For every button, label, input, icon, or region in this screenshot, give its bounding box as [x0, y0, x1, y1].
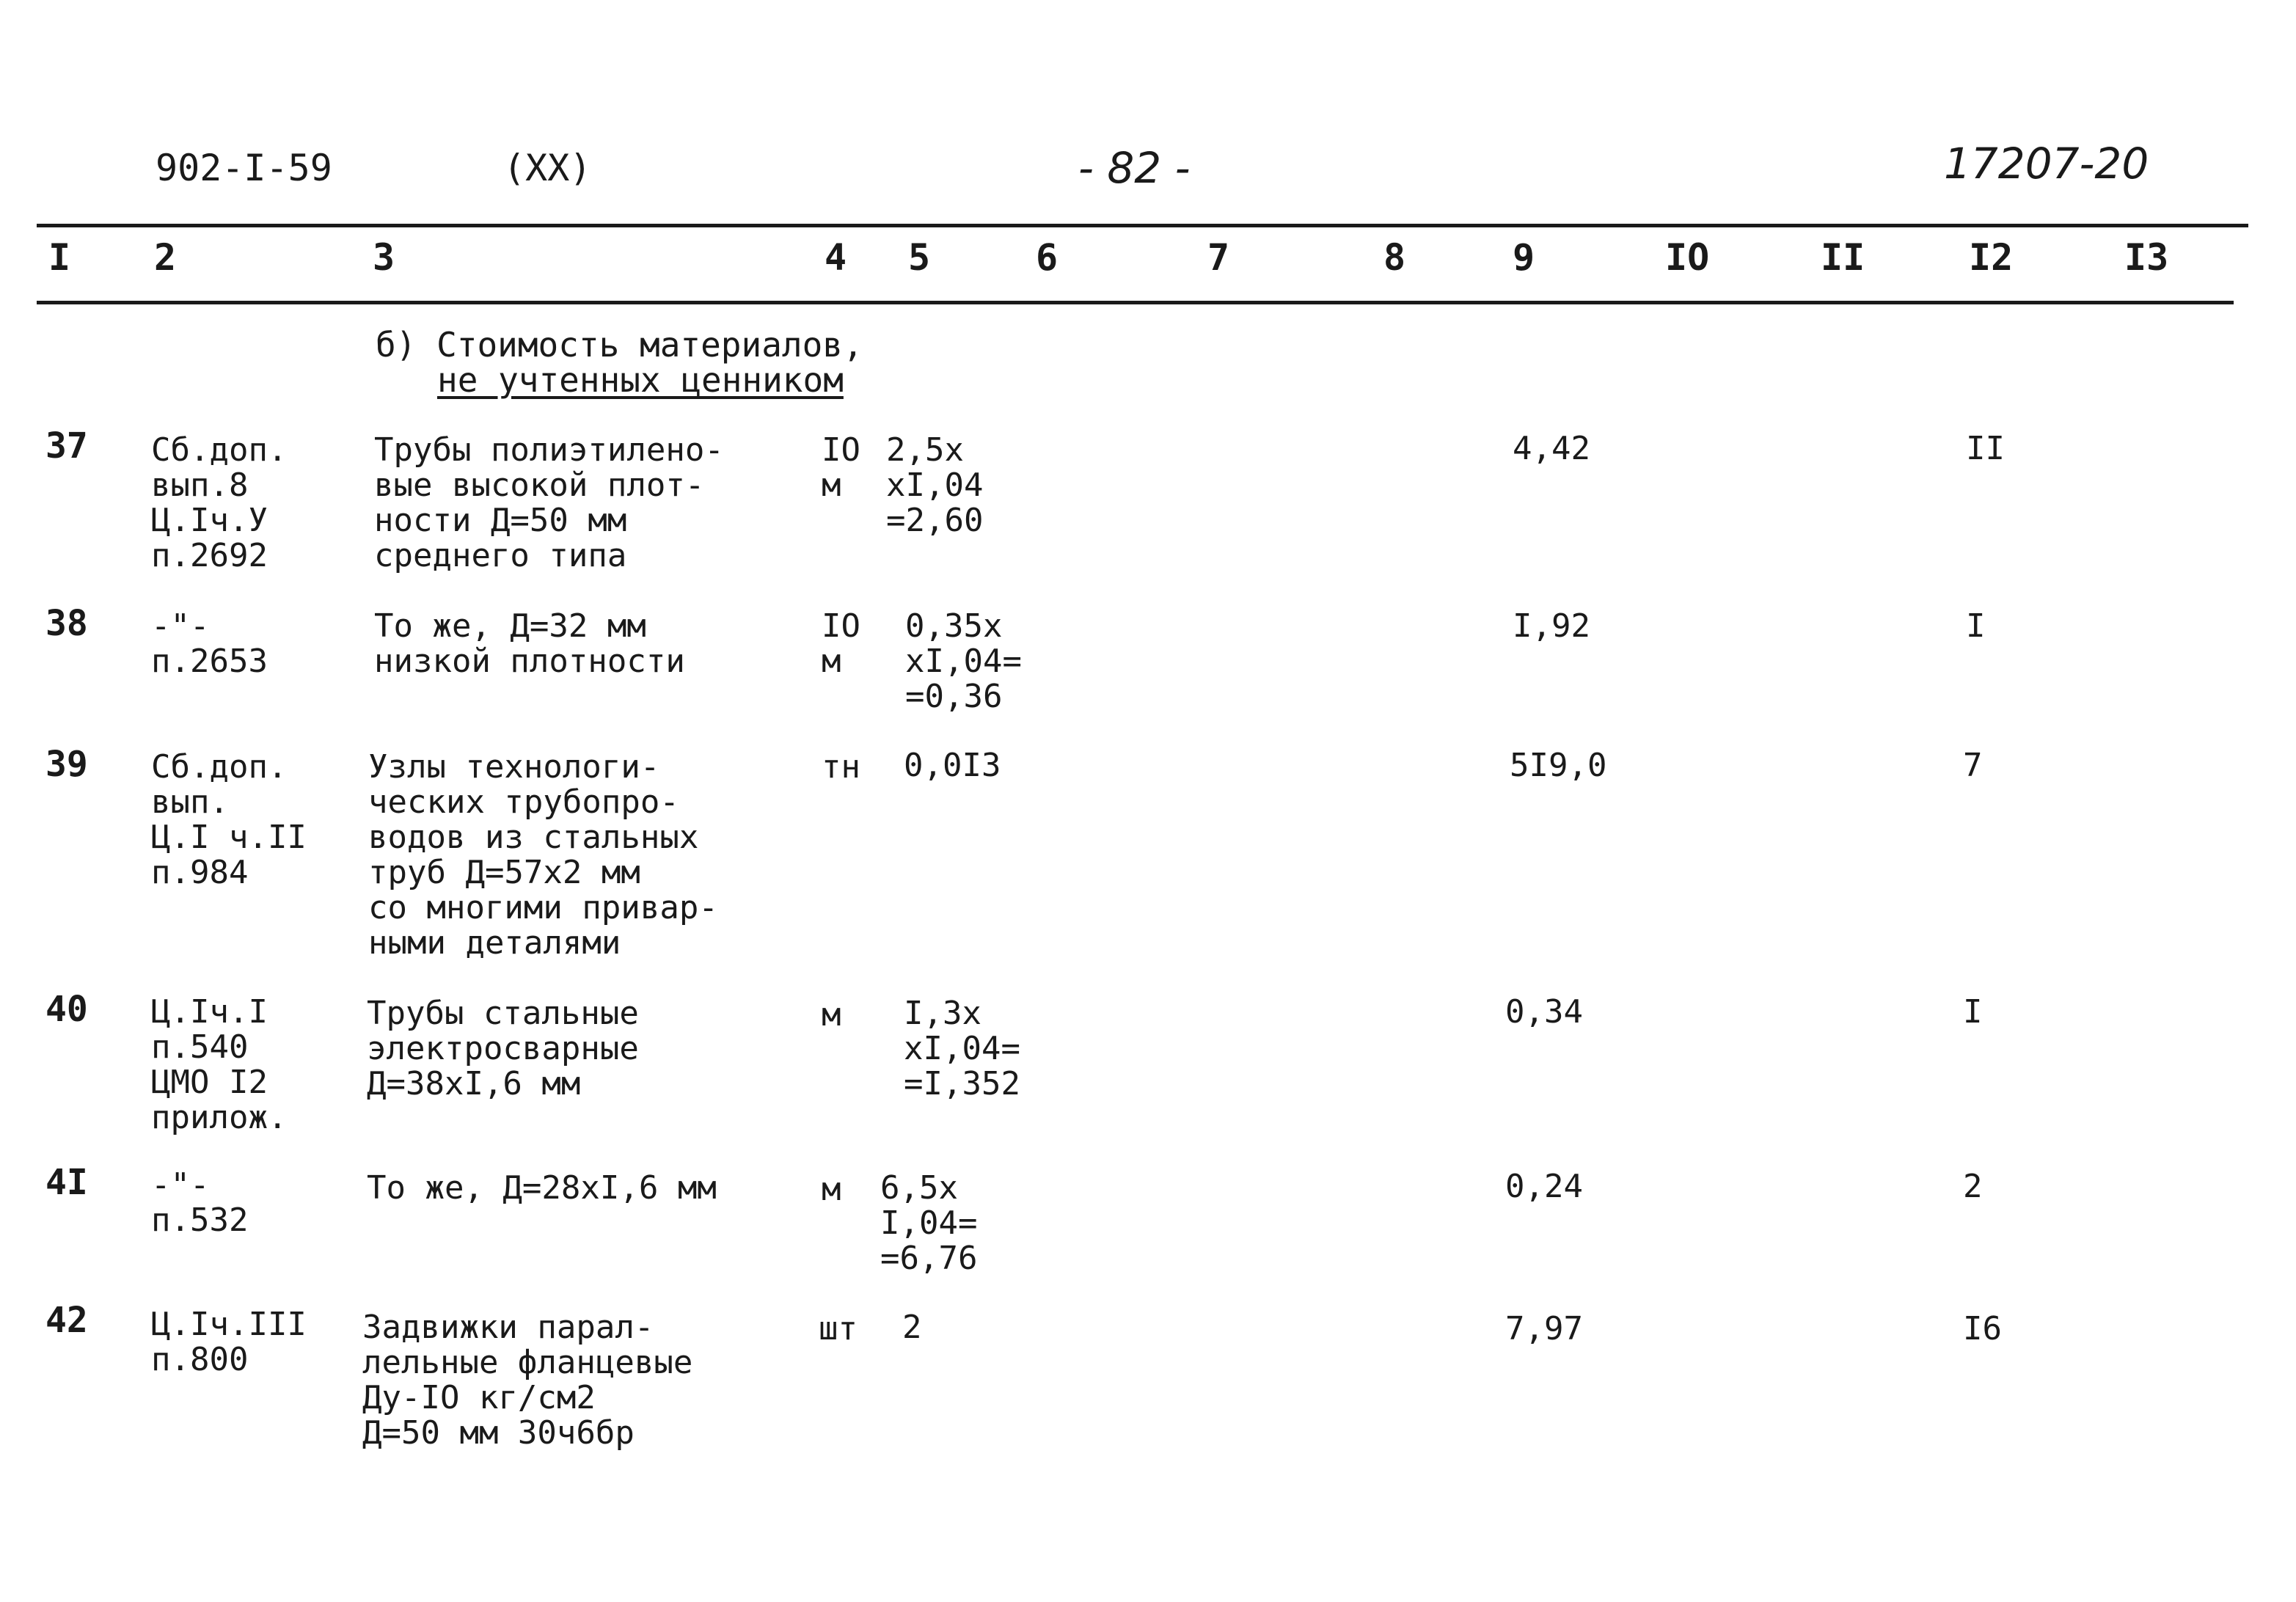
- unit: м: [822, 1171, 841, 1208]
- series-code: (XX): [503, 147, 592, 189]
- column-number: 7: [1207, 236, 1230, 279]
- row-number: 40: [45, 989, 88, 1030]
- unit-price: 7,97: [1505, 1310, 1583, 1347]
- unit: м: [822, 996, 841, 1034]
- sheet-code: 17207-20: [1944, 139, 2149, 189]
- column-number: I3: [2124, 236, 2169, 279]
- price-reference: -"- п.2653: [151, 607, 268, 680]
- section-heading-line2: не учтенных ценником: [437, 360, 844, 400]
- item-name: Трубы стальные электросварные Д=38хI,6 мм: [367, 995, 639, 1102]
- unit-price: 4,42: [1513, 430, 1590, 467]
- total-cost: 2: [1963, 1168, 1983, 1205]
- column-number: II: [1821, 236, 1865, 279]
- quantity: I,3х хI,04= =I,352: [904, 995, 1020, 1102]
- column-number: 9: [1513, 236, 1535, 279]
- quantity: 2,5х хI,04 =2,60: [886, 431, 984, 539]
- column-number: 5: [908, 236, 931, 279]
- column-number: 4: [825, 236, 847, 279]
- column-number: 3: [373, 236, 395, 279]
- row-number: 39: [45, 744, 88, 785]
- column-number: 8: [1383, 236, 1406, 279]
- unit: IO м: [822, 607, 860, 680]
- section-heading-line1: б) Стоимость материалов,: [376, 325, 863, 365]
- section-heading: [376, 327, 863, 398]
- item-name: Трубы полиэтилено- вые высокой плот- ности Д=50 мм среднего типа: [374, 431, 724, 574]
- unit: шт: [819, 1310, 858, 1347]
- unit: IO м: [822, 431, 860, 504]
- total-cost: 7: [1963, 747, 1983, 784]
- item-name: Задвижки парал- лельные фланцевые Ду-IO кг/см2 Д=50 мм 30ч6бр: [362, 1309, 693, 1452]
- column-header-rule: [37, 301, 2234, 304]
- total-cost: I6: [1963, 1310, 2002, 1347]
- price-reference: Сб.доп. вып. Ц.I ч.II п.984: [151, 748, 307, 891]
- table-top-rule: [37, 224, 2248, 227]
- row-number: 4I: [45, 1162, 88, 1203]
- document-code: 902-I-59: [156, 147, 332, 189]
- price-reference: -"- п.532: [151, 1166, 249, 1239]
- unit: тн: [822, 748, 860, 786]
- quantity: 0,0I3: [904, 747, 1001, 784]
- item-name: Узлы технологи- ческих трубопро- водов из стальных труб Д=57х2 мм со многими привар- ными деталями: [368, 748, 718, 962]
- quantity: 2: [902, 1309, 922, 1346]
- total-cost: II: [1966, 430, 2005, 467]
- column-number: I: [48, 236, 71, 279]
- unit-price: 0,34: [1505, 993, 1583, 1031]
- quantity: 6,5х I,04= =6,76: [880, 1169, 978, 1277]
- price-reference: Ц.Iч.III п.800: [151, 1306, 307, 1378]
- quantity: 0,35х хI,04= =0,36: [905, 607, 1022, 715]
- column-number: 2: [154, 236, 177, 279]
- page-number: - 82 -: [1078, 143, 1191, 193]
- unit-price: 5I9,0: [1510, 747, 1607, 784]
- unit-price: 0,24: [1505, 1168, 1583, 1205]
- row-number: 37: [45, 425, 88, 467]
- price-reference: Сб.доп. вып.8 Ц.Iч.У п.2692: [151, 431, 288, 574]
- row-number: 38: [45, 603, 88, 644]
- unit-price: I,92: [1513, 607, 1590, 645]
- total-cost: I: [1963, 993, 1983, 1031]
- column-number: 6: [1036, 236, 1059, 279]
- column-number: I2: [1969, 236, 2014, 279]
- row-number: 42: [45, 1300, 88, 1341]
- total-cost: I: [1966, 607, 1986, 645]
- item-name: То же, Д=32 мм низкой плотности: [374, 607, 685, 680]
- column-number: IO: [1665, 236, 1710, 279]
- item-name: То же, Д=28хI,6 мм: [367, 1169, 717, 1207]
- price-reference: Ц.Iч.I п.540 ЦМО I2 прилож.: [151, 993, 288, 1136]
